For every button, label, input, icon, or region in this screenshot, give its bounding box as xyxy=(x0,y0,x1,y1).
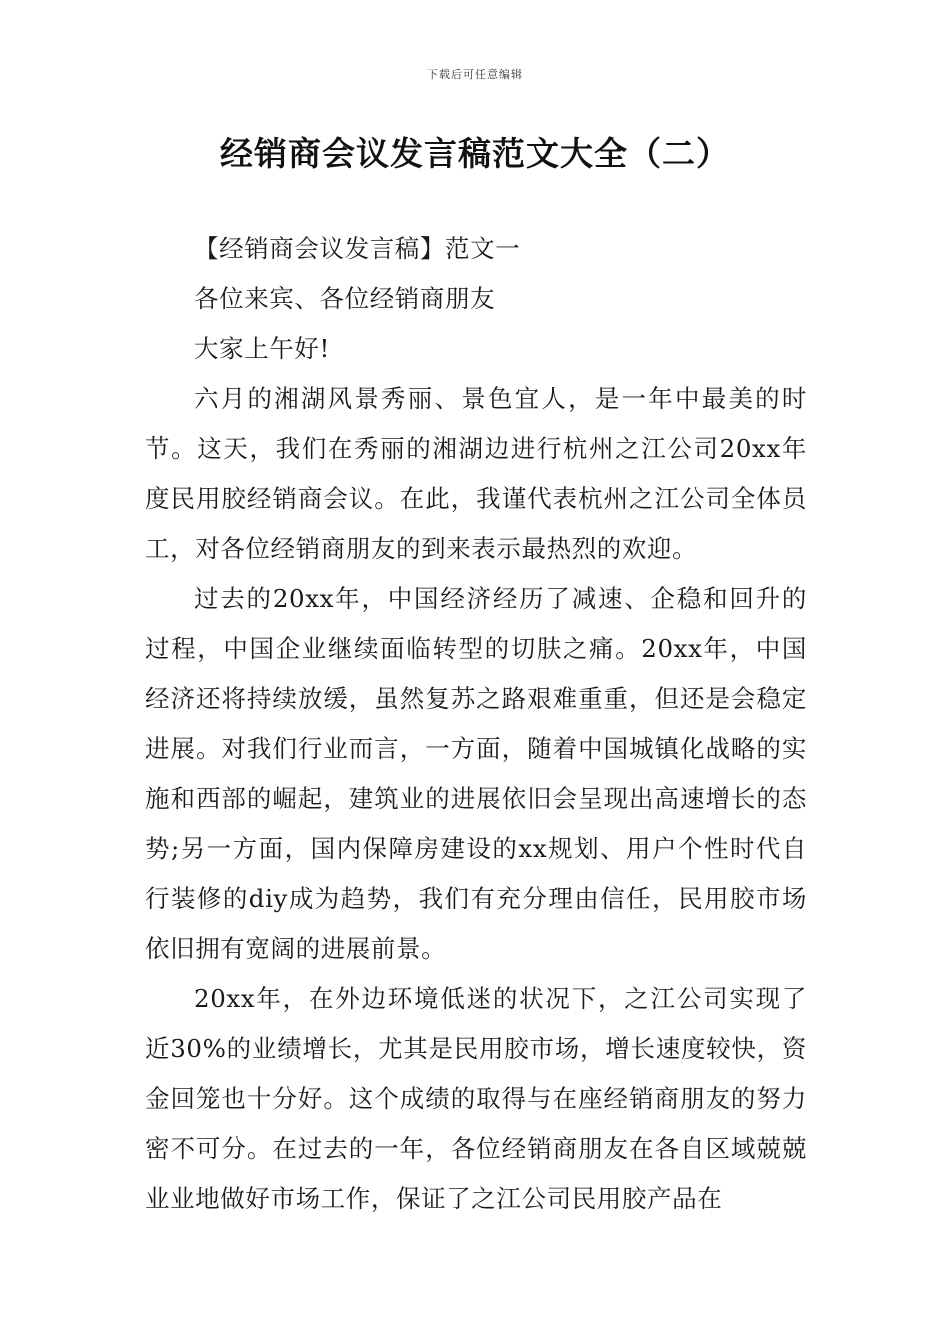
document-title: 经销商会议发言稿范文大全（二） xyxy=(220,134,730,173)
paragraph-greeting: 大家上午好! xyxy=(194,334,330,363)
paragraph-economy: 过去的20xx年，中国经济经历了减速、企稳和回升的过程，中国企业继续面临转型的切肤之痛。20xx年，中国经济还将持续放缓，虽然复苏之路艰难重重，但还是会稳定进展。对我们行业而言，一方面，随着中国城镇化战略的实施和西部的崛起，建筑业的进展依旧会呈现出高速增长的态势;另一方面，国内保障房建设的xx规划、用户个性时代自行装修的diy成为趋势，我们有充分理由信任，民用胶市场依旧拥有宽阔的进展前景。 xyxy=(145,584,807,963)
paragraph-heading: 【经销商会议发言稿】范文一 xyxy=(194,234,521,263)
paragraph-performance: 20xx年，在外边环境低迷的状况下，之江公司实现了近30%的业绩增长，尤其是民用胶市场，增长速度较快，资金回笼也十分好。这个成绩的取得与在座经销商朋友的努力密不可分。在过去的一年，各位经销商朋友在各自区域兢兢业业地做好市场工作，保证了之江公司民用胶产品在 xyxy=(145,984,807,1213)
document-body xyxy=(145,224,807,1224)
header-note: 下载后可任意编辑 xyxy=(427,68,523,81)
paragraph-salutation: 各位来宾、各位经销商朋友 xyxy=(194,284,496,313)
paragraph-welcome: 六月的湘湖风景秀丽、景色宜人，是一年中最美的时节。这天，我们在秀丽的湘湖边进行杭州之江公司20xx年度民用胶经销商会议。在此，我谨代表杭州之江公司全体员工，对各位经销商朋友的到来表示最热烈的欢迎。 xyxy=(145,384,807,563)
